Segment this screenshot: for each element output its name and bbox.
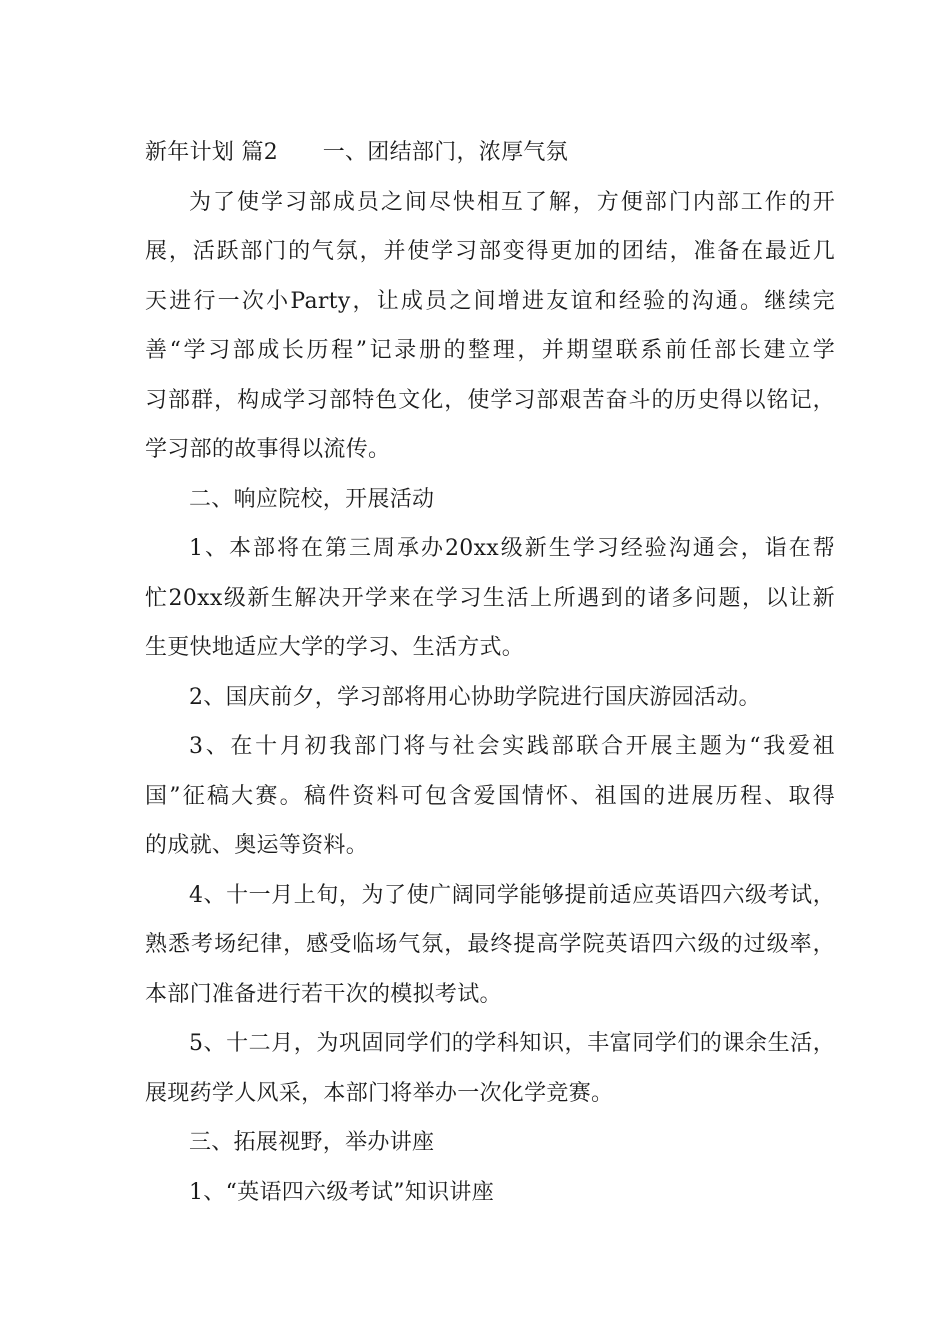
section-heading: 三、拓展视野，举办讲座 — [189, 1130, 435, 1155]
paragraph-line: 1、本部将在第三周承办20xx级新生学习经验沟通会，诣在帮 — [189, 536, 835, 561]
paragraph-line: 展，活跃部门的气氛，并使学习部变得更加的团结，准备在最近几 — [145, 239, 835, 264]
paragraph-line: 善“学习部成长历程”记录册的整理，并期望联系前任部长建立学 — [145, 338, 835, 363]
paragraph-line: 5、十二月，为巩固同学们的学科知识，丰富同学们的课余生活， — [189, 1031, 835, 1056]
paragraph-line: 本部门准备进行若干次的模拟考试。 — [145, 981, 502, 1007]
paragraph-line: 为了使学习部成员之间尽快相互了解，方便部门内部工作的开 — [189, 189, 835, 215]
paragraph-line: 4、十一月上旬，为了使广阔同学能够提前适应英语四六级考试， — [189, 882, 835, 908]
paragraph-line: 习部群，构成学习部特色文化，使学习部艰苦奋斗的历史得以铭记， — [145, 387, 835, 413]
paragraph-line: 国”征稿大赛。稿件资料可包含爱国情怀、祖国的进展历程、取得 — [145, 783, 835, 809]
paragraph-line: 忙20xx级新生解决开学来在学习生活上所遇到的诸多问题，以让新 — [145, 585, 835, 611]
paragraph-line: 学习部的故事得以流传。 — [145, 437, 391, 462]
section-heading: 二、响应院校，开展活动 — [189, 486, 435, 512]
paragraph-line: 2、国庆前夕，学习部将用心协助学院进行国庆游园活动。 — [189, 684, 761, 710]
heading-line: 新年计划 篇2 一、团结部门，浓厚气氛 — [145, 140, 568, 165]
paragraph-line: 生更快地适应大学的学习、生活方式。 — [145, 635, 525, 660]
paragraph-line: 熟悉考场纪律，感受临场气氛，最终提高学院英语四六级的过级率， — [145, 932, 835, 957]
paragraph-line: 天进行一次小Party，让成员之间增进友谊和经验的沟通。继续完 — [145, 288, 835, 314]
paragraph-line: 展现药学人风采，本部门将举办一次化学竞赛。 — [145, 1080, 614, 1106]
document-body — [145, 128, 835, 1217]
paragraph-line: 1、“英语四六级考试”知识讲座 — [189, 1179, 494, 1205]
paragraph-line: 的成就、奥运等资料。 — [145, 833, 369, 858]
paragraph-line: 3、在十月初我部门将与社会实践部联合开展主题为“我爱祖 — [189, 734, 835, 759]
